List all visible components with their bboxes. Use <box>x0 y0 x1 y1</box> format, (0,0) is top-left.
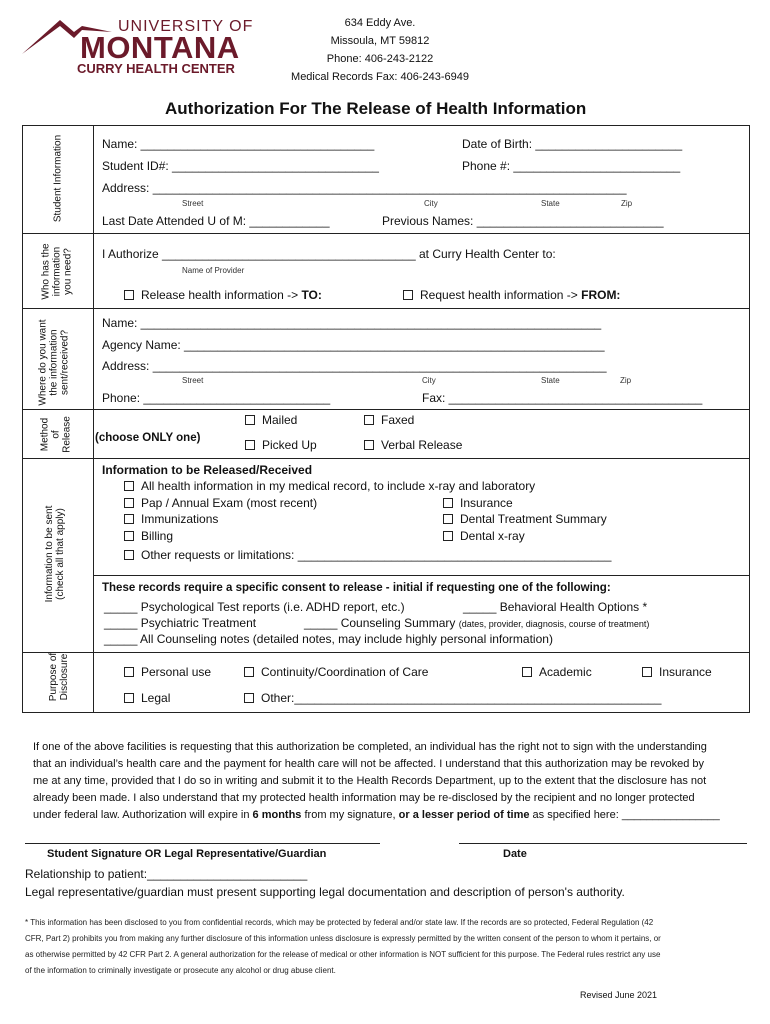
legal-rep-note: Legal representative/guardian must present supporting legal documentation and description of person's authority. <box>25 885 625 899</box>
section-divider <box>22 458 749 459</box>
side-label-who: Who has the information you need? <box>40 243 74 300</box>
previous-names-field[interactable]: Previous Names: ____________________________ <box>382 214 664 228</box>
info-heading: Information to be Released/Received <box>102 463 313 477</box>
consent-heading: These records require a specific consent to release - initial if requesting one of the following: <box>102 582 611 594</box>
logo-top-text: UNIVERSITY OF <box>118 18 254 35</box>
city-label: City <box>422 376 436 385</box>
info-dental-xray[interactable]: Dental x-ray <box>443 529 525 543</box>
checkbox[interactable] <box>124 667 134 677</box>
purpose-academic[interactable]: Academic <box>522 665 592 679</box>
section-divider <box>22 409 749 410</box>
state-label: State <box>541 199 560 208</box>
info-other[interactable]: Other requests or limitations: _______________________________________________ <box>124 548 611 562</box>
signature-label: Student Signature OR Legal Representative/Guardian <box>47 848 327 860</box>
checkbox[interactable] <box>245 440 255 450</box>
section-divider <box>22 233 749 234</box>
logo-main-text: MONTANA <box>80 30 240 65</box>
checkbox[interactable] <box>364 440 374 450</box>
side-label-method: Method of Release <box>39 416 73 453</box>
signature-line[interactable] <box>25 843 380 844</box>
city-label: City <box>424 199 438 208</box>
checkbox[interactable] <box>124 290 134 300</box>
address-line-1: 634 Eddy Ave. <box>344 17 416 29</box>
checkbox[interactable] <box>443 498 453 508</box>
section-divider <box>22 308 749 309</box>
address-field[interactable]: Address: _______________________________________________________________________ <box>102 181 627 195</box>
section-divider <box>22 652 749 653</box>
name-field[interactable]: Name: ___________________________________ <box>102 137 375 151</box>
release-to-option[interactable]: Release health information -> TO: <box>124 288 322 302</box>
fax-text: Medical Records Fax: 406-243-6949 <box>291 71 469 83</box>
checkbox[interactable] <box>245 415 255 425</box>
footnote: * This information has been disclosed to you from confidential records, which may be protected by federal and/or state law. If the records are so protected, Federal Regulation (42 CFR, Part 2) prohibits you from making any further disclosure of this information unless disclosure is expressly permitted by the written consent of the person to whom it pertains, or as otherwise permitted by 42 CFR Part 2. A general authorization for the release of medical or other information is NOT sufficient for this purpose. The Federal rules restrict any use of the information to criminally investigate or prosecute any alcohol or drug abuse client. <box>25 918 661 975</box>
checkbox[interactable] <box>124 514 134 524</box>
recipient-name-field[interactable]: Name: _____________________________________________________________________ <box>102 316 602 330</box>
choose-one-note: (choose ONLY one) <box>95 432 201 444</box>
date-line[interactable] <box>459 843 747 844</box>
checkbox[interactable] <box>244 693 254 703</box>
consent-counseling[interactable]: _____ Counseling Summary (dates, provider, diagnosis, course of treatment) <box>304 616 650 630</box>
zip-label: Zip <box>621 199 633 208</box>
date-label: Date <box>503 848 527 860</box>
checkbox[interactable] <box>403 290 413 300</box>
consent-psych[interactable]: _____ Psychological Test reports (i.e. ADHD report, etc.) <box>104 600 405 614</box>
checkbox[interactable] <box>244 667 254 677</box>
agency-name-field[interactable]: Agency Name: _______________________________________________________________ <box>102 338 605 352</box>
authorization-statement: If one of the above facilities is requesting that this authorization be completed, an individual has the right not to sign with the understanding that an individual’s health care and the payment for health care will not be affected. I understand that this authorization may be revoked by me at any time, provided that I do so in writing and submit it to the Health Records Department, up to the extent that the disclosure has not already been made. I also understand that my protected health information may be re-disclosed by the recipient and no longer protected under federal law. Authorization will expire in 6 months from my signature, or a lesser period of time as specified here: ________________ <box>33 741 720 821</box>
checkbox[interactable] <box>124 481 134 491</box>
street-label: Street <box>182 199 204 208</box>
checkbox[interactable] <box>124 498 134 508</box>
purpose-legal[interactable]: Legal <box>124 691 170 705</box>
page-title: Authorization For The Release of Health Information <box>165 99 587 118</box>
authorize-field[interactable]: I Authorize ______________________________________ at Curry Health Center to: <box>102 247 556 261</box>
method-picked-up[interactable]: Picked Up <box>245 438 317 452</box>
method-mailed[interactable]: Mailed <box>245 413 297 427</box>
purpose-continuity[interactable]: Continuity/Coordination of Care <box>244 665 428 679</box>
state-label: State <box>541 376 560 385</box>
zip-label: Zip <box>620 376 632 385</box>
checkbox[interactable] <box>443 531 453 541</box>
recipient-fax-field[interactable]: Fax: ______________________________________ <box>422 391 703 405</box>
method-verbal[interactable]: Verbal Release <box>364 438 462 452</box>
side-divider <box>93 125 94 712</box>
street-label: Street <box>182 376 204 385</box>
consent-all-counseling[interactable]: _____ All Counseling notes (detailed notes, may include highly personal information) <box>104 632 553 646</box>
request-from-option[interactable]: Request health information -> FROM: <box>403 288 620 302</box>
student-id-field[interactable]: Student ID#: _______________________________ <box>102 159 379 173</box>
info-pap[interactable]: Pap / Annual Exam (most recent) <box>124 496 317 510</box>
address-line-2: Missoula, MT 59812 <box>330 35 430 47</box>
checkbox[interactable] <box>443 514 453 524</box>
side-label-purpose: Purpose of Disclosure <box>48 652 70 702</box>
provider-label: Name of Provider <box>182 266 245 275</box>
checkbox[interactable] <box>522 667 532 677</box>
checkbox[interactable] <box>642 667 652 677</box>
side-label-where: Where do you want the information sent/received? <box>37 319 71 406</box>
info-immunizations[interactable]: Immunizations <box>124 512 218 526</box>
checkbox[interactable] <box>124 550 134 560</box>
checkbox[interactable] <box>124 531 134 541</box>
side-label-student: Student Information <box>52 134 64 223</box>
consent-behavioral[interactable]: _____ Behavioral Health Options * <box>463 600 648 614</box>
checkbox[interactable] <box>364 415 374 425</box>
recipient-phone-field[interactable]: Phone: ____________________________ <box>102 391 331 405</box>
side-label-info: Information to be sent (check all that apply) <box>44 505 66 603</box>
logo-sub-text: CURRY HEALTH CENTER <box>77 61 235 76</box>
relationship-field[interactable]: Relationship to patient:________________________ <box>25 867 308 881</box>
info-billing[interactable]: Billing <box>124 529 173 543</box>
section-divider <box>93 575 749 576</box>
phone-field[interactable]: Phone #: _________________________ <box>462 159 681 173</box>
last-date-field[interactable]: Last Date Attended U of M: ____________ <box>102 214 330 228</box>
consent-psychiatric[interactable]: _____ Psychiatric Treatment <box>104 616 257 630</box>
method-faxed[interactable]: Faxed <box>364 413 414 427</box>
dob-field[interactable]: Date of Birth: ______________________ <box>462 137 683 151</box>
revised-date: Revised June 2021 <box>580 990 658 1000</box>
phone-text: Phone: 406-243-2122 <box>326 53 434 65</box>
info-all[interactable]: All health information in my medical record, to include x-ray and laboratory <box>124 479 535 493</box>
purpose-other[interactable]: Other:_______________________________________________________ <box>244 691 661 705</box>
info-insurance[interactable]: Insurance <box>443 496 513 510</box>
purpose-personal[interactable]: Personal use <box>124 665 211 679</box>
checkbox[interactable] <box>124 693 134 703</box>
purpose-insurance[interactable]: Insurance <box>642 665 712 679</box>
recipient-address-field[interactable]: Address: ____________________________________________________________________ <box>102 359 607 373</box>
info-dental-summary[interactable]: Dental Treatment Summary <box>443 512 607 526</box>
